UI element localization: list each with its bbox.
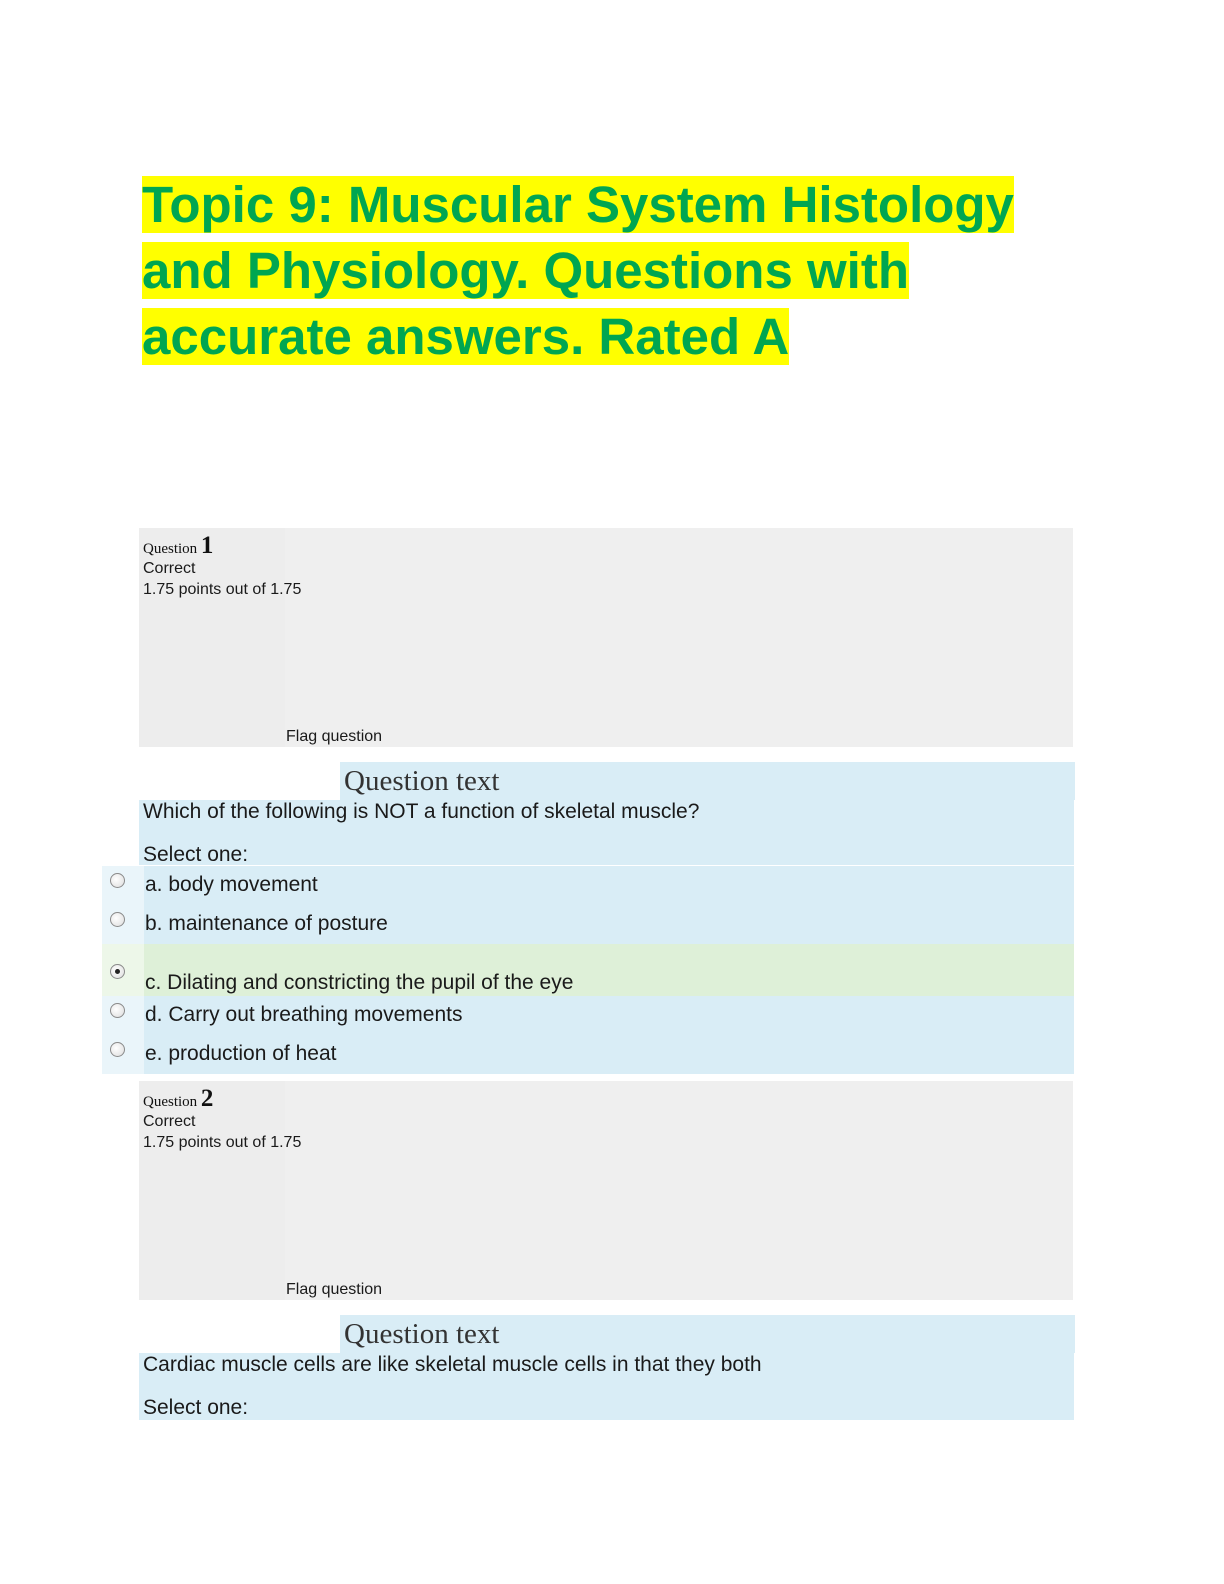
option-label: e. production of heat xyxy=(145,1042,337,1065)
question-text-heading: Question text xyxy=(340,1315,1075,1353)
answer-option-c[interactable] xyxy=(102,944,1074,996)
radio-button[interactable] xyxy=(110,873,125,888)
select-one-label: Select one: xyxy=(143,1396,249,1419)
option-label: a. body movement xyxy=(145,873,318,896)
answer-option-a[interactable] xyxy=(102,866,1074,905)
title-line-3: accurate answers. Rated A xyxy=(142,308,790,365)
flag-question-link[interactable]: Flag question xyxy=(286,1281,383,1298)
question-2-content xyxy=(139,1353,1074,1420)
info-inner-panel xyxy=(285,1081,1073,1300)
answer-option-b[interactable] xyxy=(102,905,1074,944)
radio-button[interactable] xyxy=(110,912,125,927)
question-number: 2 xyxy=(200,1085,214,1112)
info-inner-panel xyxy=(285,528,1073,747)
question-text-heading: Question text xyxy=(340,762,1075,800)
question-grade: 1.75 points out of 1.75 xyxy=(143,581,302,598)
radio-button[interactable] xyxy=(110,1042,125,1057)
question-2-info xyxy=(139,1081,1073,1300)
title-line-1: Topic 9: Muscular System Histology xyxy=(142,176,1014,233)
question-label: Question 1 xyxy=(143,532,214,559)
option-label: c. Dilating and constricting the pupil of the eye xyxy=(145,971,574,994)
question-prompt: Cardiac muscle cells are like skeletal muscle cells in that they both xyxy=(143,1353,762,1376)
question-1-info xyxy=(139,528,1073,747)
radio-button-checked[interactable] xyxy=(110,964,125,979)
title-line-2: and Physiology. Questions with xyxy=(142,242,909,299)
question-label: Question 2 xyxy=(143,1085,214,1112)
option-label: d. Carry out breathing movements xyxy=(145,1003,463,1026)
select-one-label: Select one: xyxy=(143,843,249,866)
question-state: Correct xyxy=(143,1113,196,1130)
question-grade: 1.75 points out of 1.75 xyxy=(143,1134,302,1151)
flag-question-link[interactable]: Flag question xyxy=(286,728,383,745)
answer-option-e[interactable] xyxy=(102,1035,1074,1074)
answer-option-d[interactable] xyxy=(102,996,1074,1035)
question-number: 1 xyxy=(200,532,214,559)
question-prompt: Which of the following is NOT a function of skeletal muscle? xyxy=(143,800,700,823)
question-1-content xyxy=(139,800,1074,865)
option-label: b. maintenance of posture xyxy=(145,912,388,935)
document-title xyxy=(142,172,1102,370)
radio-button[interactable] xyxy=(110,1003,125,1018)
question-state: Correct xyxy=(143,560,196,577)
